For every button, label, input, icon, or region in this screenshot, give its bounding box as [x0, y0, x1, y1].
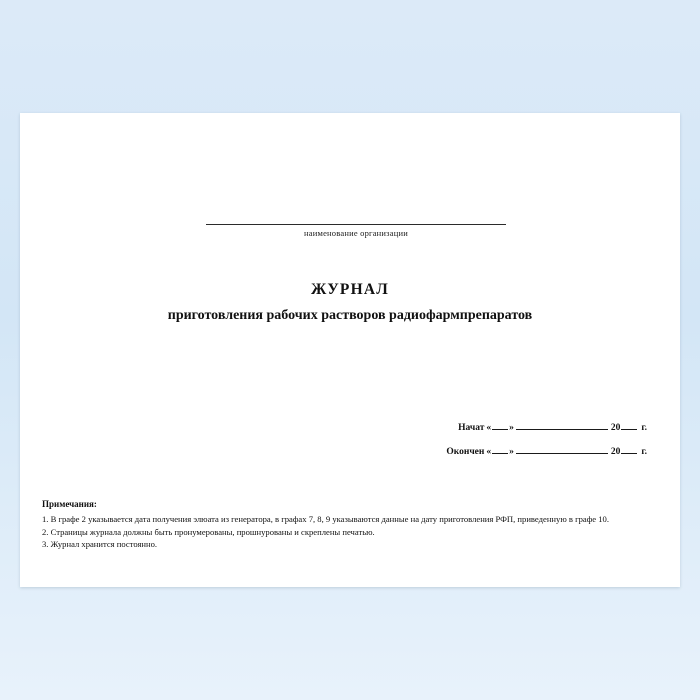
date-started-month-blank — [516, 420, 608, 430]
date-row-started — [337, 420, 647, 433]
note-item: 3. Журнал хранится постоянно. — [42, 539, 158, 549]
document-page — [20, 113, 680, 587]
date-finished-year-prefix: 20 — [610, 447, 621, 457]
date-finished-year-blank — [621, 444, 637, 454]
date-started-quote-open: « — [486, 423, 492, 433]
date-started-day-blank — [492, 420, 508, 430]
date-finished-quote-close: » — [509, 447, 514, 457]
note-item: 1. В графе 2 указывается дата получения элюата из генератора, в графах 7, 8, 9 указываются данные на дату приготовления РФП, приведенную в графе 10. — [42, 514, 609, 524]
date-finished-month-blank — [516, 444, 608, 454]
page-subtitle: приготовления рабочих растворов радиофармпрепаратов — [167, 308, 533, 323]
date-row-finished — [337, 444, 647, 457]
document-title-block — [20, 281, 680, 324]
date-started-year-suffix: г. — [641, 423, 647, 433]
dates-block — [337, 420, 647, 468]
notes-title: Примечания: — [42, 499, 97, 509]
date-finished-quote-open: « — [486, 447, 492, 457]
date-finished-day-blank — [492, 444, 508, 454]
date-started-year-prefix: 20 — [610, 423, 621, 433]
date-started-year-blank — [621, 420, 637, 430]
date-finished-label: Окончен — [446, 447, 485, 457]
organization-name-caption: наименование организации — [304, 228, 408, 238]
organization-name-block — [206, 223, 506, 238]
date-finished-year-suffix: г. — [641, 447, 647, 457]
organization-name-line — [206, 223, 506, 225]
date-started-quote-close: » — [509, 423, 514, 433]
page-title: ЖУРНАЛ — [311, 281, 389, 298]
notes-block — [42, 499, 662, 551]
note-item: 2. Страницы журнала должны быть пронумерованы, прошнурованы и скреплены печатью. — [42, 526, 375, 537]
date-started-label: Начат — [458, 423, 485, 433]
